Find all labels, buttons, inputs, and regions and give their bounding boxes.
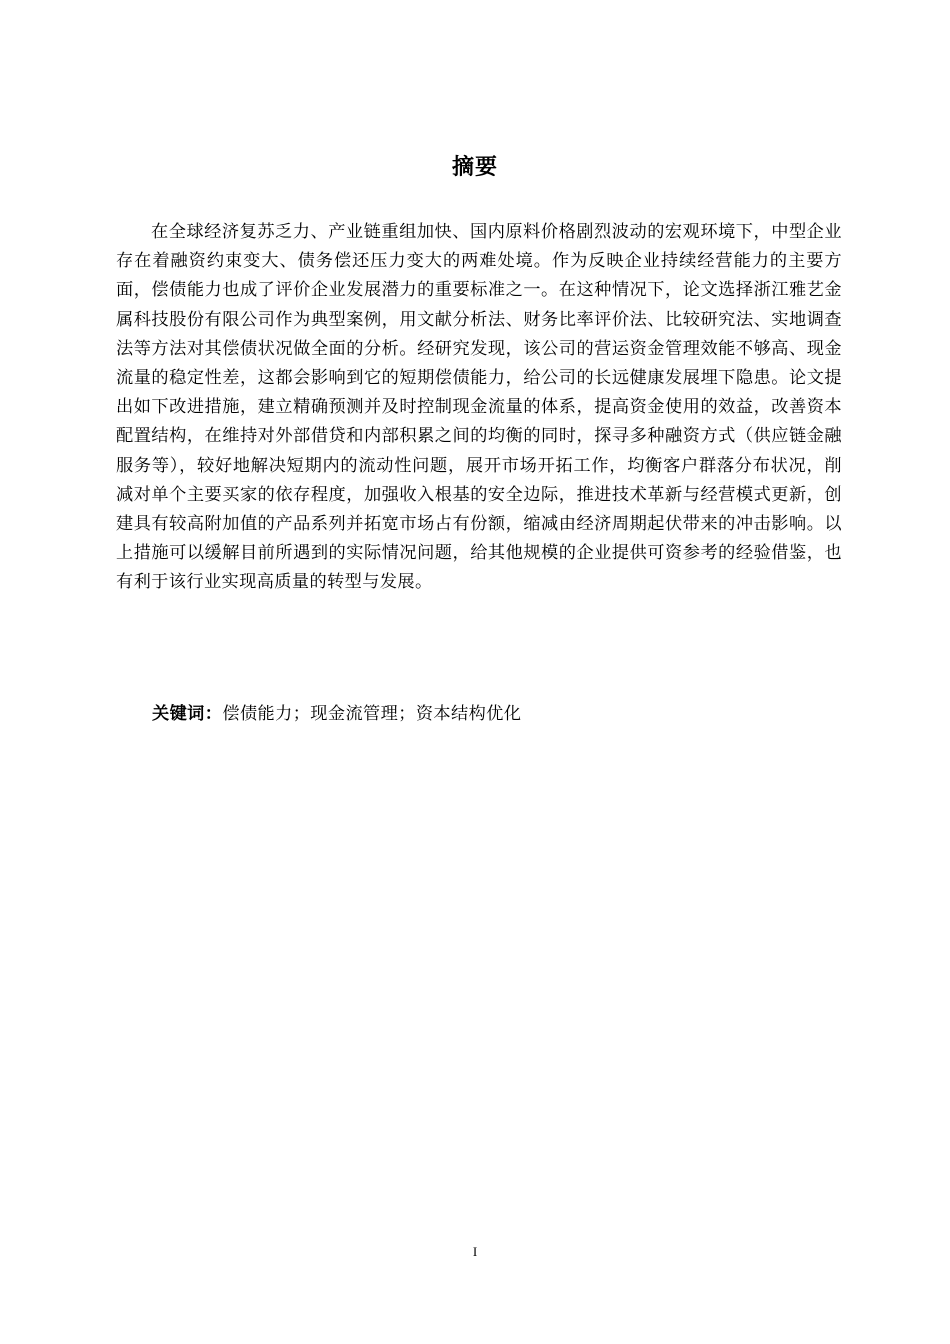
- page-number: I: [472, 1244, 478, 1259]
- keywords-label: 关键词：: [152, 704, 223, 724]
- keywords-text: 偿债能力；现金流管理；资本结构优化: [222, 704, 522, 724]
- page-title: 摘要: [451, 155, 498, 180]
- keywords-line: [152, 700, 842, 729]
- abstract-paragraph: 在全球经济复苏乏力、产业链重组加快、国内原料价格剧烈波动的宏观环境下，中型企业存在着融资约束变大、债务偿还压力变大的两难处境。作为反映企业持续经营能力的主要方面，偿债能力也成了评价企业发展潜力的重要标准之一。在这种情况下，论文选择浙江雅艺金属科技股份有限公司作为典型案例，用文献分析法、财务比率评价法、比较研究法、实地调查法等方法对其偿债状况做全面的分析。经研究发现，该公司的营运资金管理效能不够高、现金流量的稳定性差，这都会影响到它的短期偿债能力，给公司的长远健康发展埋下隐患。论文提出如下改进措施，建立精确预测并及时控制现金流量的体系，提高资金使用的效益，改善资本配置结构，在维持对外部借贷和内部积累之间的均衡的同时，探寻多种融资方式（供应链金融服务等），较好地解决短期内的流动性问题，展开市场开拓工作，均衡客户群落分布状况，削减对单个主要买家的依存程度，加强收入根基的安全边际，推进技术革新与经营模式更新，创建具有较高附加值的产品系列并拓宽市场占有份额，缩减由经济周期起伏带来的冲击影响。以上措施可以缓解目前所遇到的实际情况问题，给其他规模的企业提供可资参考的经验借鉴，也有利于该行业实现高质量的转型与发展。: [116, 222, 842, 593]
